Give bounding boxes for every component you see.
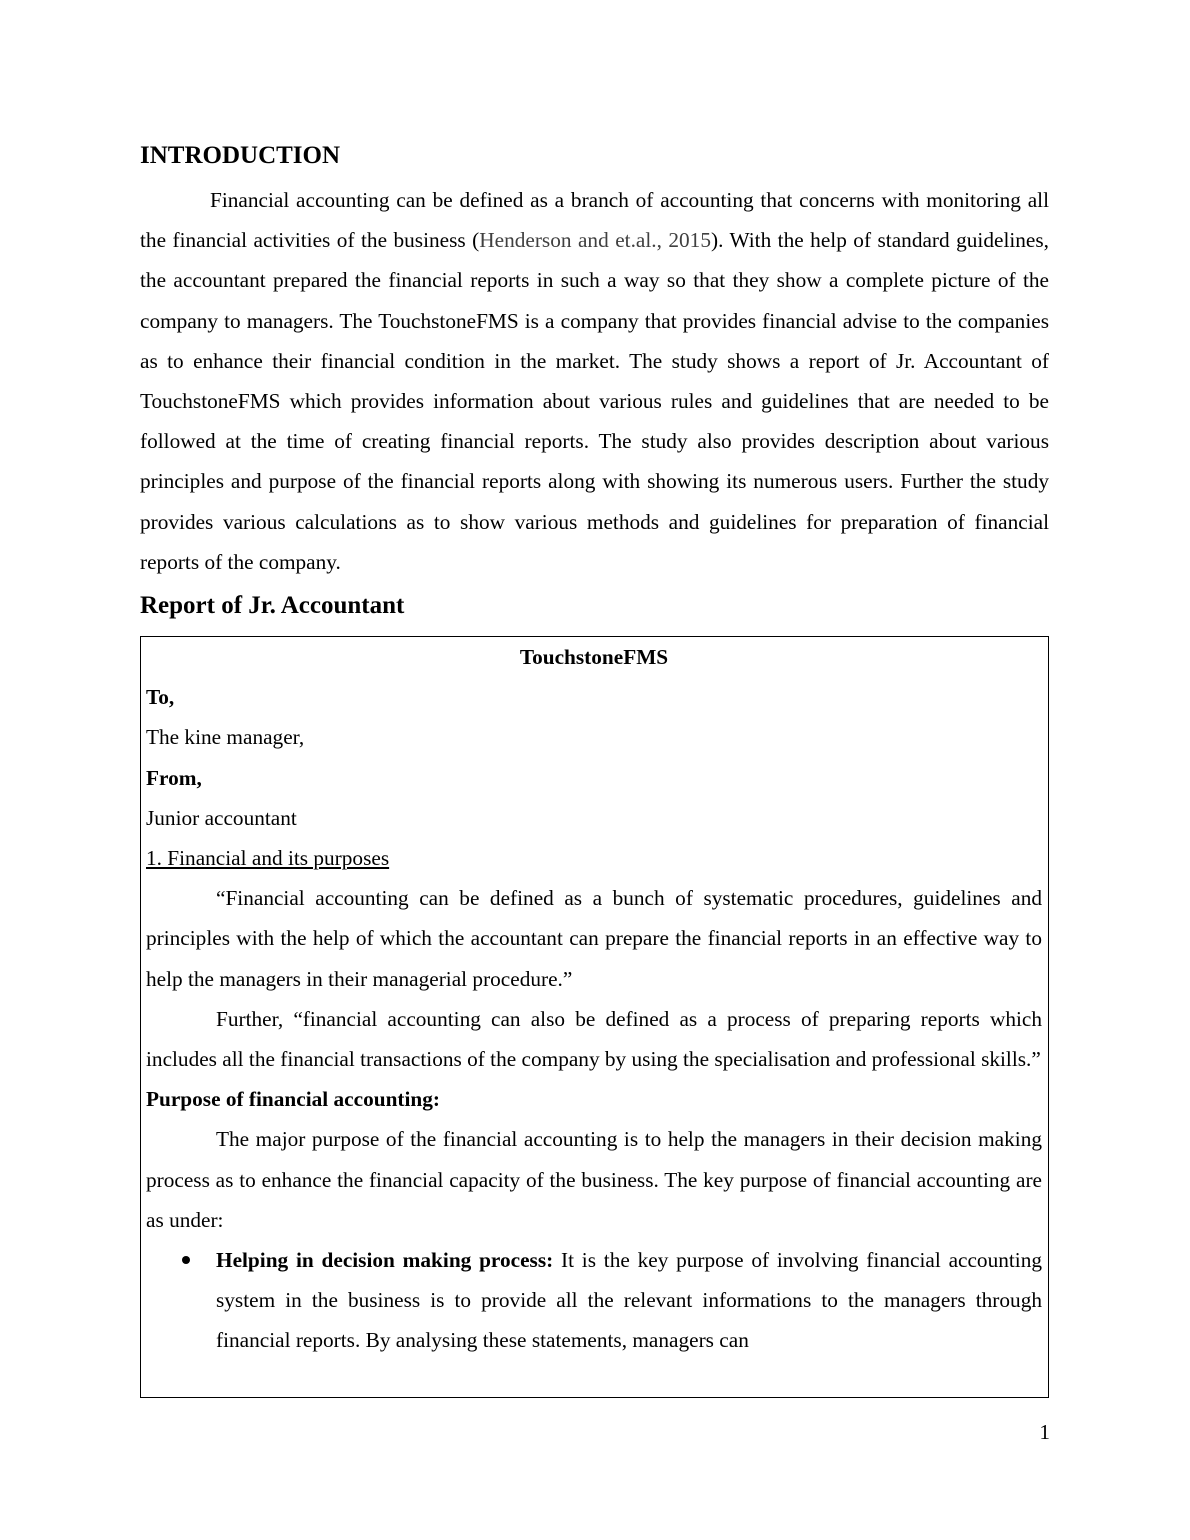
intro-citation: Henderson and et.al., 2015 — [479, 228, 711, 253]
purpose-list — [146, 1240, 1042, 1361]
from-value: Junior accountant — [146, 805, 297, 830]
introduction-heading: INTRODUCTION — [140, 142, 341, 169]
to-value: The kine manager, — [146, 725, 305, 750]
report-box — [140, 636, 1049, 1398]
report-heading: Report of Jr. Accountant — [140, 592, 405, 619]
bullet-text: It is the key purpose of involving financial accounting system in the business is to provide all the relevant informations to the managers through financial reports. By analysing these statements, managers can — [216, 1248, 1043, 1353]
to-label: To, — [146, 685, 175, 710]
company-name: TouchstoneFMS — [519, 645, 669, 669]
purpose-paragraph: The major purpose of the financial accounting is to help the managers in their decision making process as to enhance the financial capacity of the business. The key purpose of financial accounting are as under: — [146, 1127, 1042, 1232]
definition-paragraph-2: Further, “financial accounting can also be defined as a process of preparing reports which includes all the financial transactions of the company by using the specialisation and professional skills.” — [146, 1006, 1042, 1072]
page-number: 1 — [1039, 1420, 1050, 1444]
intro-text-end: ). With the help of standard guidelines, the accountant prepared the financial reports in such a way so that they show a complete picture of the company to managers. The TouchstoneFMS is a company that provides financial advise to the companies as to enhance their financial condition in the market. The study shows a report of Jr. Accountant of TouchstoneFMS which provides information about various rules and guidelines that are needed to be followed at the time of creating financial reports. The study also provides description about various principles and purpose of the financial reports along with showing its numerous users. Further the study provides various calculations as to show various methods and guidelines for preparation of financial reports of the company. — [140, 228, 1049, 574]
bullet-icon — [182, 1256, 190, 1264]
section-title-line — [146, 838, 1042, 878]
bullet-title: Helping in decision making process: — [216, 1248, 554, 1273]
introduction-paragraph — [140, 180, 1049, 582]
list-item — [146, 1240, 1042, 1361]
purpose-heading: Purpose of financial accounting: — [146, 1087, 441, 1112]
intro-text-start: Financial accounting can be defined as a branch of accounting that concerns with monitoring all the financial activities of the business ( — [140, 188, 1049, 253]
section-title: 1. Financial and its purposes — [146, 846, 390, 871]
definition-paragraph-1: “Financial accounting can be defined as a bunch of systematic procedures, guidelines and principles with the help of which the accountant can prepare the financial reports in an effective way to help the managers in their managerial procedure.” — [146, 886, 1042, 991]
from-label: From, — [146, 765, 202, 790]
